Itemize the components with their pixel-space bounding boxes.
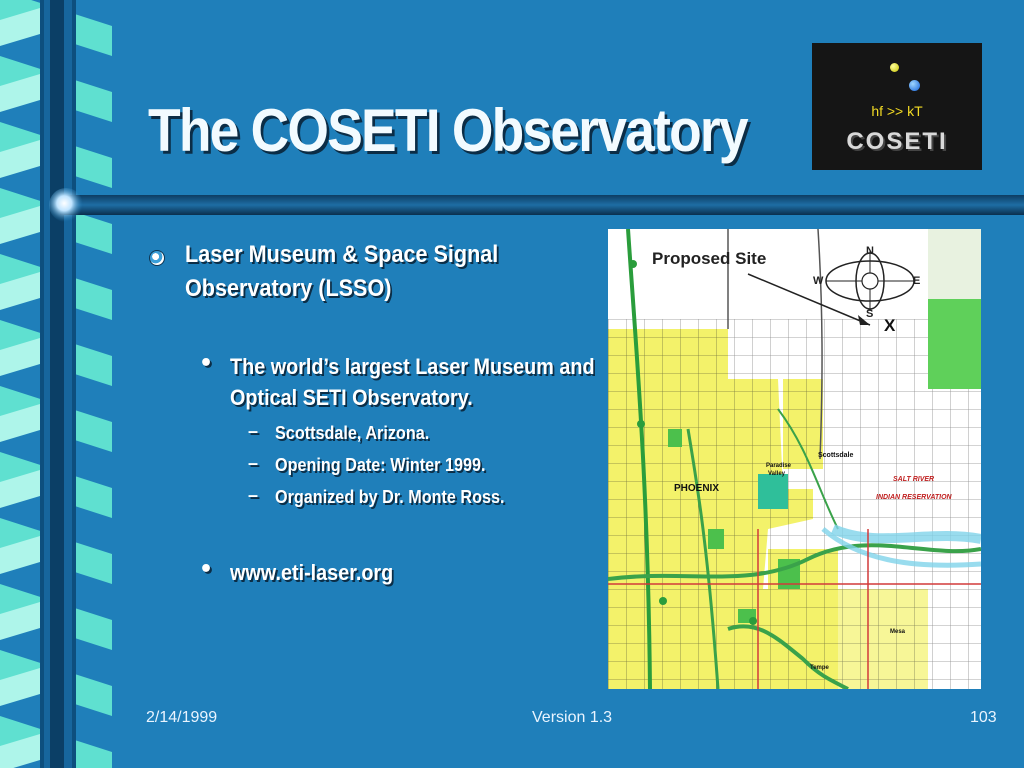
valley-label: Valley: [768, 471, 786, 477]
logo-formula: hf >> kT: [871, 103, 923, 119]
paradise-label: Paradise: [766, 463, 792, 469]
bullet-dot-icon: •: [199, 351, 214, 376]
bullet-icon: [149, 250, 165, 266]
svg-text:S: S: [866, 308, 874, 320]
footer-version: Version 1.3: [532, 709, 613, 726]
dash-icon: –: [248, 421, 259, 441]
decorative-ribbon: [0, 0, 112, 768]
scottsdale-label: Scottsdale: [818, 452, 854, 459]
site-marker: X: [884, 316, 896, 335]
sub-bullet-museum: The world’s largest Laser Museum and Optical SETI Observatory.: [230, 354, 595, 410]
svg-text:W: W: [813, 275, 824, 287]
reservation-label: INDIAN RESERVATION: [876, 494, 952, 501]
tempe-label: Tempe: [810, 665, 829, 671]
detail-organizer: Organized by Dr. Monte Ross.: [275, 487, 505, 507]
slide-title: The COSETI Observatory: [148, 97, 747, 164]
coseti-logo: [812, 43, 982, 170]
dash-icon: –: [248, 453, 259, 473]
svg-text:N: N: [866, 245, 874, 257]
phoenix-map: [608, 229, 981, 689]
detail-opening: Opening Date: Winter 1999.: [275, 455, 486, 475]
mesa-label: Mesa: [890, 629, 906, 635]
phoenix-label: PHOENIX: [674, 483, 720, 494]
yellow-dot-icon: [890, 63, 899, 72]
website-link[interactable]: www.eti-laser.org: [230, 560, 394, 585]
blue-dot-icon: [909, 80, 920, 91]
main-bullet: Laser Museum & Space Signal Observatory (LSSO): [185, 241, 499, 302]
footer-date: 2/14/1999: [146, 709, 218, 726]
salt-river-label: SALT RIVER: [893, 476, 935, 483]
proposed-site-label: Proposed Site: [652, 249, 767, 268]
dash-icon: –: [248, 485, 259, 505]
detail-location: Scottsdale, Arizona.: [275, 423, 430, 443]
bullet-dot-icon: •: [199, 557, 214, 582]
logo-name: COSETI: [846, 128, 948, 155]
svg-text:E: E: [913, 275, 921, 287]
footer-page-number: 103: [970, 709, 997, 726]
